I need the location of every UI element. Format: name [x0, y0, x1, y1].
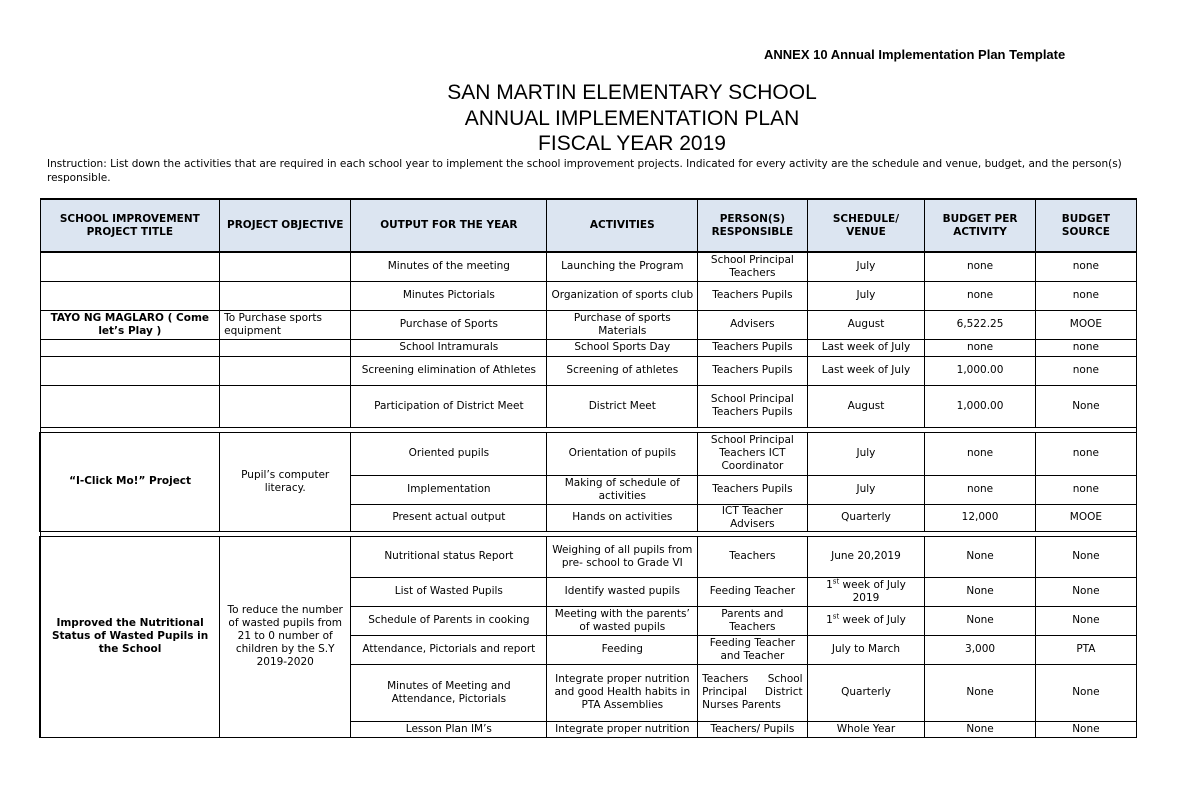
empty-cell [220, 356, 351, 385]
output-cell: Nutritional status Report [351, 536, 547, 577]
implementation-plan-table [39, 198, 1137, 738]
budget-cell: none [925, 339, 1035, 356]
source-cell: None [1035, 721, 1136, 737]
table-row [40, 536, 1137, 577]
empty-cell [220, 252, 351, 281]
table-row [40, 339, 1137, 356]
fiscal-year: FISCAL YEAR 2019 [538, 132, 726, 155]
schedule-cell [807, 577, 925, 606]
persons-cell: Teachers Pupils [698, 339, 807, 356]
activity-cell: Weighing of all pupils from pre- school to Grade VI [547, 536, 698, 577]
source-cell: None [1035, 536, 1136, 577]
activity-cell: Screening of athletes [547, 356, 698, 385]
budget-cell: 6,522.25 [925, 310, 1035, 339]
project-title-cell: TAYO NG MAGLARO ( Come let’s Play ) [40, 310, 220, 339]
budget-cell: none [925, 475, 1035, 504]
schedule-cell: August [807, 385, 925, 427]
schedule-sup: st [832, 577, 840, 585]
table-row [40, 281, 1137, 310]
activity-cell: Feeding [547, 635, 698, 664]
table-row [40, 356, 1137, 385]
empty-cell [220, 281, 351, 310]
schedule-cell: Last week of July [807, 356, 925, 385]
persons-cell: School Principal Teachers ICT Coordinator [698, 432, 807, 475]
table-row [40, 385, 1137, 427]
budget-cell: None [925, 664, 1035, 721]
output-cell: List of Wasted Pupils [351, 577, 547, 606]
source-cell: MOOE [1035, 310, 1136, 339]
activity-cell: District Meet [547, 385, 698, 427]
activity-cell: Organization of sports club [547, 281, 698, 310]
persons-cell: Teachers School Principal District Nurses Parents [698, 664, 807, 721]
activity-cell: Identify wasted pupils [547, 577, 698, 606]
output-cell: Minutes of the meeting [351, 252, 547, 281]
schedule-num: 1 [826, 578, 833, 591]
schedule-cell [807, 606, 925, 635]
table-row [40, 310, 1137, 339]
header-source: BUDGET SOURCE [1035, 199, 1136, 252]
budget-cell: None [925, 536, 1035, 577]
header-output: OUTPUT FOR THE YEAR [351, 199, 547, 252]
schedule-num: 1 [826, 614, 833, 626]
budget-cell: none [925, 432, 1035, 475]
schedule-cell: June 20,2019 [807, 536, 925, 577]
persons-cell: Teachers/ Pupils [698, 721, 807, 737]
source-cell: none [1035, 475, 1136, 504]
activity-cell: Launching the Program [547, 252, 698, 281]
schedule-cell: Quarterly [807, 664, 925, 721]
output-cell: School Intramurals [351, 339, 547, 356]
schedule-cell: Whole Year [807, 721, 925, 737]
persons-cell: Teachers [698, 536, 807, 577]
persons-cell: Parents and Teachers [698, 606, 807, 635]
objective-cell: To reduce the number of wasted pupils from 21 to 0 number of children by the S.Y 2019-2020 [220, 536, 351, 737]
budget-cell: 1,000.00 [925, 356, 1035, 385]
header-budget: BUDGET PER ACTIVITY [925, 199, 1035, 252]
header-activities: ACTIVITIES [547, 199, 698, 252]
source-cell: none [1035, 281, 1136, 310]
budget-cell: none [925, 252, 1035, 281]
header-row [40, 199, 1137, 252]
empty-cell [220, 385, 351, 427]
budget-cell: None [925, 577, 1035, 606]
persons-cell: Advisers [698, 310, 807, 339]
persons-cell: Teachers Pupils [698, 475, 807, 504]
output-cell: Minutes of Meeting and Attendance, Pictorials [351, 664, 547, 721]
activity-cell: School Sports Day [547, 339, 698, 356]
header-persons: PERSON(S) RESPONSIBLE [698, 199, 807, 252]
source-cell: None [1035, 385, 1136, 427]
plan-title: ANNUAL IMPLEMENTATION PLAN [464, 107, 800, 130]
source-cell: MOOE [1035, 504, 1136, 531]
budget-cell: None [925, 606, 1035, 635]
output-cell: Lesson Plan IM’s [351, 721, 547, 737]
header-objective: PROJECT OBJECTIVE [220, 199, 351, 252]
empty-cell [40, 385, 220, 427]
activity-cell: Orientation of pupils [547, 432, 698, 475]
objective-cell: Pupil’s computer literacy. [220, 432, 351, 531]
schedule-cell: July [807, 281, 925, 310]
source-cell: None [1035, 664, 1136, 721]
schedule-cell: August [807, 310, 925, 339]
source-cell: none [1035, 356, 1136, 385]
budget-cell: 1,000.00 [925, 385, 1035, 427]
objective-cell: To Purchase sports equipment [220, 310, 351, 339]
schedule-cell: Quarterly [807, 504, 925, 531]
schedule-cell: July to March [807, 635, 925, 664]
persons-cell: ICT Teacher Advisers [698, 504, 807, 531]
schedule-sup: st [832, 612, 840, 621]
project-title-cell: Improved the Nutritional Status of Wasted Pupils in the School [40, 536, 220, 737]
source-cell: none [1035, 252, 1136, 281]
output-cell: Participation of District Meet [351, 385, 547, 427]
source-cell: none [1035, 339, 1136, 356]
activity-cell: Purchase of sports Materials [547, 310, 698, 339]
activity-cell: Integrate proper nutrition [547, 721, 698, 737]
schedule-rest: week of July [839, 614, 906, 626]
output-cell: Schedule of Parents in cooking [351, 606, 547, 635]
header-project-title: SCHOOL IMPROVEMENT PROJECT TITLE [40, 199, 220, 252]
schedule-rest: week of July 2019 [839, 578, 906, 604]
table-row [40, 252, 1137, 281]
schedule-cell: Last week of July [807, 339, 925, 356]
persons-cell: School Principal Teachers [698, 252, 807, 281]
output-cell: Screening elimination of Athletes [351, 356, 547, 385]
source-cell: PTA [1035, 635, 1136, 664]
budget-cell: None [925, 721, 1035, 737]
source-cell: None [1035, 577, 1136, 606]
activity-cell: Hands on activities [547, 504, 698, 531]
activity-cell: Meeting with the parents’ of wasted pupils [547, 606, 698, 635]
persons-cell: Feeding Teacher and Teacher [698, 635, 807, 664]
empty-cell [40, 356, 220, 385]
budget-cell: none [925, 281, 1035, 310]
persons-cell: Feeding Teacher [698, 577, 807, 606]
schedule-cell: July [807, 432, 925, 475]
empty-cell [220, 339, 351, 356]
output-cell: Implementation [351, 475, 547, 504]
school-name: SAN MARTIN ELEMENTARY SCHOOL [447, 81, 817, 104]
persons-cell: Teachers Pupils [698, 281, 807, 310]
output-cell: Minutes Pictorials [351, 281, 547, 310]
empty-cell [40, 281, 220, 310]
header-schedule: SCHEDULE/ VENUE [807, 199, 925, 252]
persons-cell: Teachers Pupils [698, 356, 807, 385]
activity-cell: Making of schedule of activities [547, 475, 698, 504]
schedule-cell: July [807, 475, 925, 504]
annex-label: ANNEX 10 Annual Implementation Plan Template [764, 47, 1066, 62]
project-title-cell: “I-Click Mo!” Project [40, 432, 220, 531]
persons-cell: School Principal Teachers Pupils [698, 385, 807, 427]
source-cell: None [1035, 606, 1136, 635]
activity-cell: Integrate proper nutrition and good Health habits in PTA Assemblies [547, 664, 698, 721]
source-cell: none [1035, 432, 1136, 475]
budget-cell: 3,000 [925, 635, 1035, 664]
instruction-text: Instruction: List down the activities that are required in each school year to implement the school improvement projects. Indicated for every activity are the schedule and venue, budget, and the person(s) responsible. [47, 158, 1122, 184]
output-cell: Oriented pupils [351, 432, 547, 475]
output-cell: Attendance, Pictorials and report [351, 635, 547, 664]
budget-cell: 12,000 [925, 504, 1035, 531]
schedule-cell: July [807, 252, 925, 281]
empty-cell [40, 252, 220, 281]
empty-cell [40, 339, 220, 356]
output-cell: Present actual output [351, 504, 547, 531]
output-cell: Purchase of Sports [351, 310, 547, 339]
table-row [40, 432, 1137, 475]
